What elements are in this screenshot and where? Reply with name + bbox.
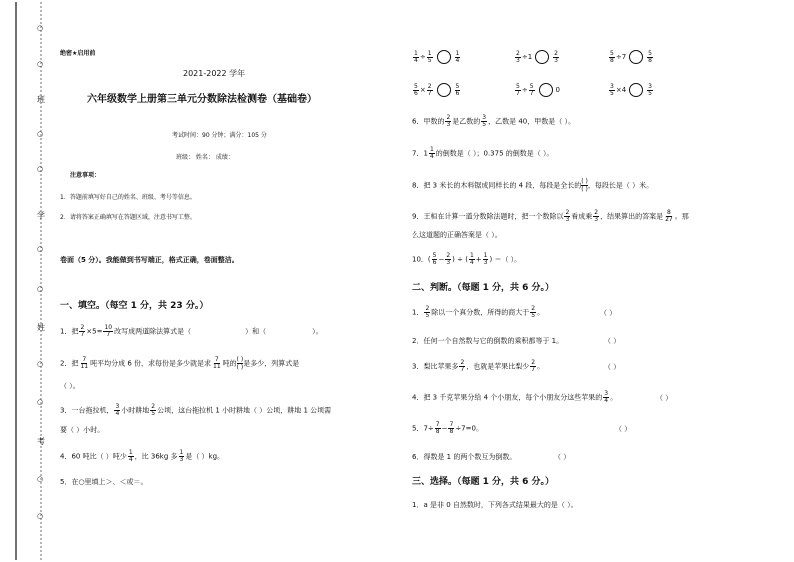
question-text: 是多少，列算式是 <box>243 359 300 368</box>
note-item: 2．请将答案正确填写在答题区域，注意书写工整。 <box>60 214 196 221</box>
compare-circle[interactable] <box>535 50 549 64</box>
question-text: 改写成两道除法算式是（ <box>114 327 192 336</box>
question-text: 吨的 <box>222 359 237 368</box>
fraction: $\frac{7}{11}$ <box>80 356 89 370</box>
question-9: 9．王桓在计算一道分数除法题时，把一个数除以 $\frac{2}{3}$ 看成乘 $\frac{2}{3}$ ，结果算出的答案是 $\frac{8}{27}$ 。那 <box>412 209 689 223</box>
judge-mark[interactable]: （ ） <box>600 309 617 317</box>
judge-2: 2．任何一个自然数与它的倒数的乘积都等于 1。 <box>412 337 564 345</box>
judge-1: 1． $\frac{2}{5}$ 除以一个真分数，所得的商大于 $\frac{2}{5}$ 。 <box>412 305 545 319</box>
fraction: $\frac{2}{7}$ <box>80 324 85 338</box>
question-6: 6．甲数的 $\frac{2}{3}$ 是乙数的 $\frac{3}{5}$ ，乙数是 40，甲数是（ ）。 <box>412 114 575 128</box>
compare-circle[interactable] <box>539 83 553 97</box>
judge-mark[interactable]: （ ） <box>554 453 571 461</box>
binding-dot: ○ <box>37 245 44 253</box>
blank-fraction: ( ) ( ) <box>236 356 244 371</box>
question-4 <box>60 450 224 463</box>
judge-5: 5．7÷ $\frac{7}{8}$ − $\frac{7}{8}$ ÷7=0。 <box>412 421 483 435</box>
judge-mark[interactable]: （ ） <box>604 337 621 345</box>
judge-6: 6．得数是 1 的两个数互为倒数。 <box>412 453 517 461</box>
note-item: 1．答题前填写好自己的姓名、班级、考号等信息。 <box>60 194 196 201</box>
question-10: 10．( $\frac{5}{6}$ − $\frac{2}{3}$ ) ÷ ( $\frac{1}{4}$ + $\frac{1}{3}$ ) ＝（ ）。 <box>412 252 522 266</box>
compare-circle[interactable] <box>629 50 643 64</box>
blank-fraction: ( ) ( ) <box>581 178 588 193</box>
school-year: 2021-2022 学年 <box>183 69 246 78</box>
compare-item: $\frac{3}{5}$ ×4 $\frac{3}{5}$ <box>610 82 652 97</box>
neatness-note: 卷面（5 分）。我能做到书写端正，格式正确，卷面整洁。 <box>60 256 239 264</box>
question-text: ×5= <box>86 327 103 336</box>
binding-label: 学 <box>37 211 45 220</box>
question-text: 1．把 <box>60 327 79 336</box>
question-2-line2: （ ）。 <box>60 382 80 390</box>
page-title: 六年级数学上册第三单元分数除法检测卷（基础卷） <box>87 94 317 105</box>
question-text: 公顷，这台拖拉机 1 小时耕地（ ）公顷，耕地 1 公顷需 <box>157 406 332 415</box>
compare-item: $\frac{2}{3}$ ÷1 $\frac{2}{3}$ <box>516 49 558 64</box>
question-2 <box>60 356 299 371</box>
binding-dot: ○ <box>37 165 44 173</box>
question-1 <box>60 325 323 338</box>
question-8: 8．把 3 米长的木料锯成同样长的 4 段，每段是全长的 ( ) ( ) ，每段长是（ ）米。 <box>412 178 654 193</box>
compare-circle[interactable] <box>437 83 451 97</box>
binding-dot: ○ <box>37 512 44 520</box>
student-info: 班级： 姓名： 成绩： <box>176 154 234 161</box>
compare-item: $\frac{1}{4}$ ÷ $\frac{1}{5}$ $\frac{1}{4}$ <box>414 49 460 64</box>
compare-item: $\frac{5}{8}$ ÷7 $\frac{5}{8}$ <box>610 49 652 64</box>
secret-mark: 绝密★启用前 <box>60 50 96 57</box>
compare-item: $\frac{5}{6}$ × $\frac{2}{7}$ $\frac{5}{6}$ <box>414 82 460 97</box>
binding-label: 姓 <box>37 323 45 332</box>
question-text: 2．把 <box>60 359 79 368</box>
question-text: ）。 <box>312 327 323 336</box>
judge-3: 3．梨比苹果多 $\frac{2}{7}$ ，也就是苹果比梨少 $\frac{2}{7}$ 。 <box>412 359 545 373</box>
binding-dot: ○ <box>37 475 44 483</box>
judge-mark[interactable]: （ ） <box>604 363 621 371</box>
question-3-line2: 要（ ）小时。 <box>60 426 105 434</box>
binding-label: 考 <box>37 437 45 446</box>
question-text: 4．60 吨比（ ）吨少 <box>60 452 127 461</box>
choice-1: 1．a 是非 0 自然数时，下列各式结果最大的是（ ）。 <box>412 501 578 509</box>
compare-circle[interactable] <box>629 83 643 97</box>
section-heading: 二、判断。（每题 1 分，共 6 分。） <box>412 283 555 293</box>
section-heading: 一、填空。（每空 1 分，共 23 分。） <box>60 301 209 311</box>
binding-dot: ○ <box>37 398 44 406</box>
question-7: 7．1 $\frac{1}{4}$ 的倒数是（ ）；0.375 的倒数是（ ）。 <box>412 146 554 160</box>
fraction: $\frac{7}{11}$ <box>213 356 221 370</box>
fraction: $\frac{1}{3}$ <box>179 449 184 463</box>
binding-dot: ○ <box>37 285 44 293</box>
fraction: $\frac{1}{4}$ <box>128 449 133 463</box>
compare-item: $\frac{5}{7}$ ÷ $\frac{5}{7}$ 0 <box>516 82 560 97</box>
fraction: $\frac{3}{4}$ <box>115 403 120 417</box>
question-text: 是（ ）kg。 <box>185 452 225 461</box>
question-text: ，比 36kg 多 <box>134 452 178 461</box>
binding-dot: ○ <box>37 24 44 32</box>
binding-dot: ○ <box>37 130 44 138</box>
judge-mark[interactable]: （ ） <box>656 394 673 402</box>
compare-circle[interactable] <box>437 50 451 64</box>
fraction: $\frac{10}{7}$ <box>104 324 113 338</box>
binding-dot: ○ <box>37 360 44 368</box>
binding-dot: ○ <box>37 60 44 68</box>
judge-4: 4．把 3 千克苹果分给 4 个小朋友，每个小朋友分这些苹果的 $\frac{3}{4}$ 。 <box>412 390 618 404</box>
question-text: ）和（ <box>245 327 267 336</box>
fraction: $\frac{2}{5}$ <box>151 403 156 417</box>
binding-label: 班 <box>37 95 45 104</box>
question-text: 吨平均分成 6 份，求每份是多少就是求 <box>90 359 212 368</box>
question-text: 小时耕地 <box>121 406 150 415</box>
question-5: 5．在○里填上＞、＜或＝。 <box>60 478 148 486</box>
notes-heading: 注意事项： <box>70 172 101 179</box>
question-3 <box>60 404 331 417</box>
exam-info: 考试时间：90 分钟；满分：105 分 <box>172 132 267 139</box>
question-text: 3．一台拖拉机， <box>60 406 114 415</box>
section-heading: 三、选择。（每题 1 分，共 6 分。） <box>412 477 555 487</box>
judge-mark[interactable]: （ ） <box>615 425 632 433</box>
question-9-line2: 么这道题的正确答案是（ ）。 <box>412 231 502 239</box>
binding-margin <box>0 0 58 562</box>
